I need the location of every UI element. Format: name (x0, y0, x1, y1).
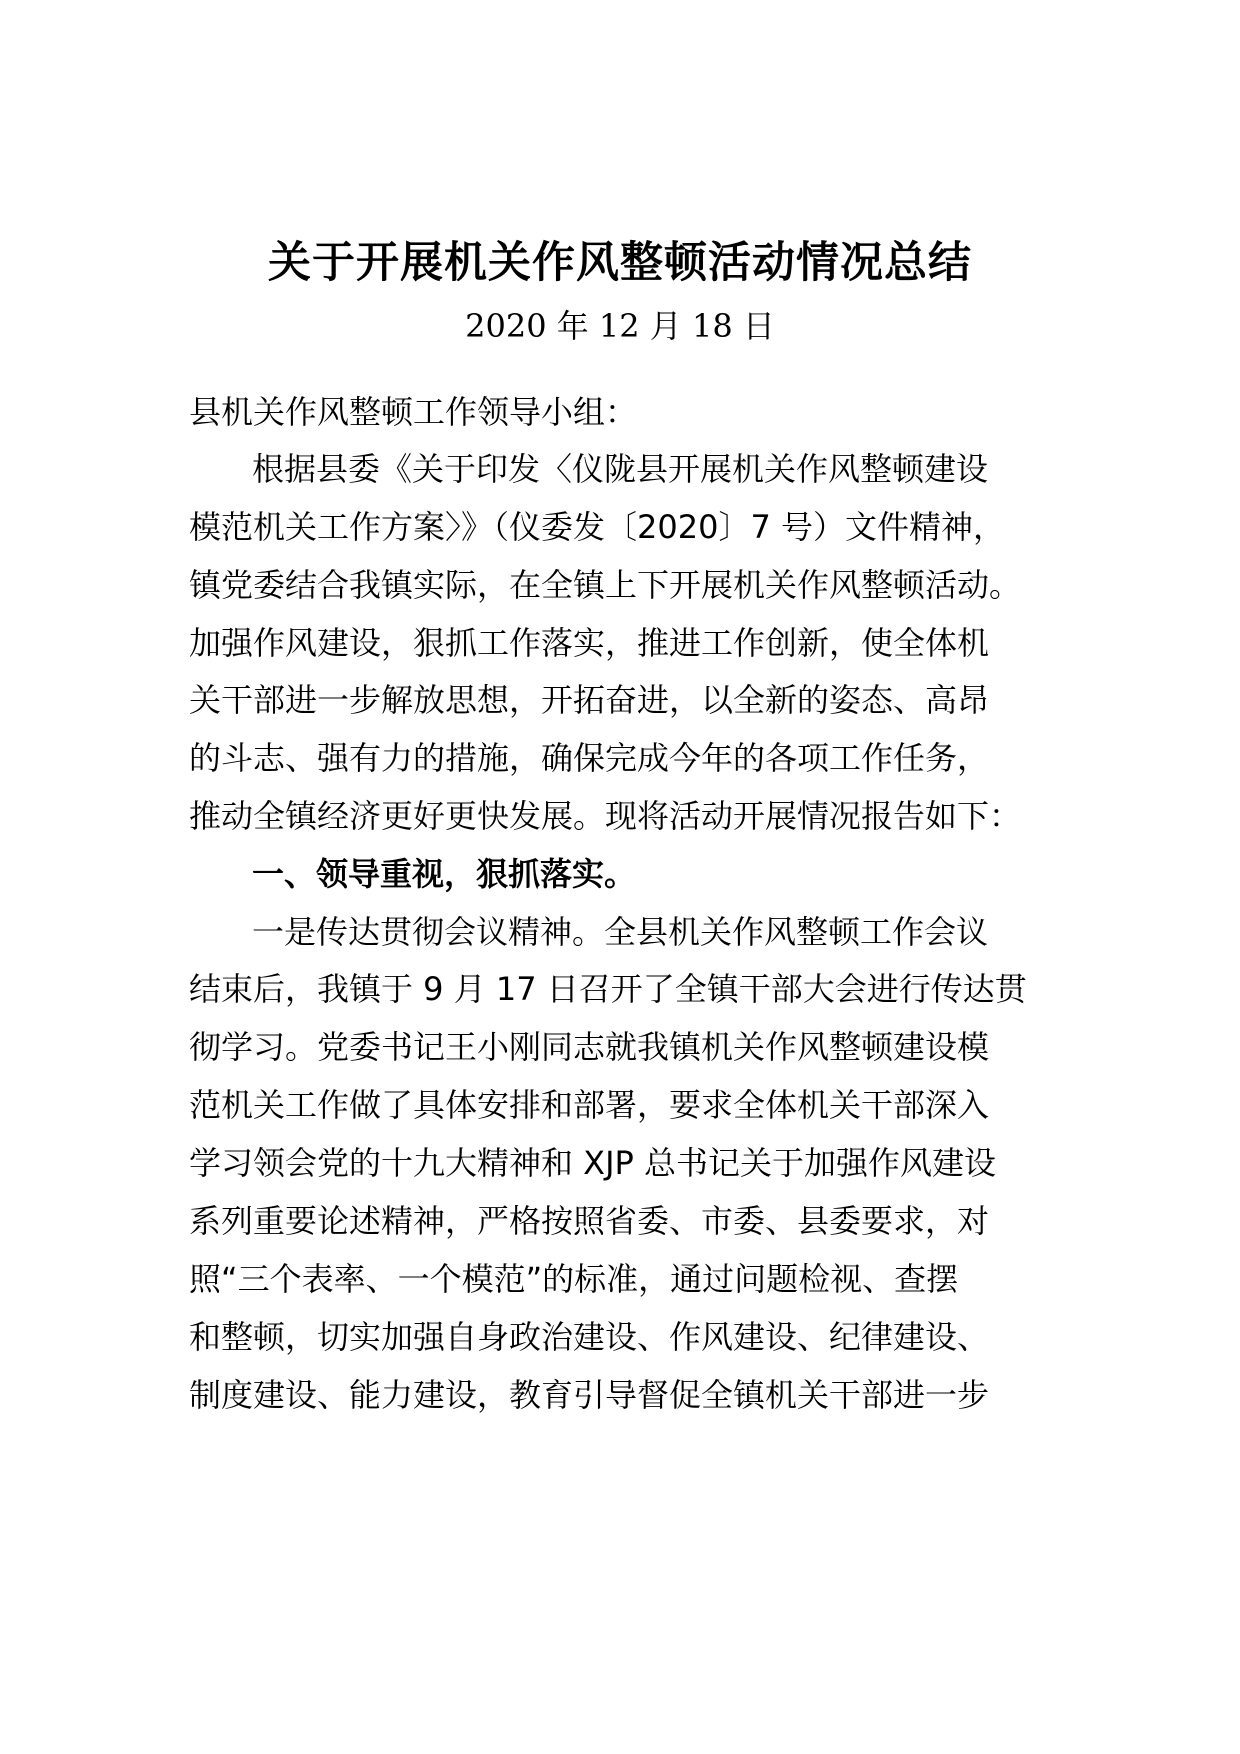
paragraph-line: 范机关工作做了具体安排和部署，要求全体机关干部深入 (189, 1086, 990, 1124)
paragraph-line: 学习领会党的十九大精神和 XJP 总书记关于加强作风建设 (189, 1144, 997, 1182)
paragraph-line: 加强作风建设，狠抓工作落实，推进工作创新，使全体机 (189, 624, 990, 662)
paragraph-line: 关干部进一步解放思想，开拓奋进，以全新的姿态、高昂 (189, 681, 990, 719)
salutation: 县机关作风整顿工作领导小组： (189, 393, 638, 431)
paragraph-line: 照“三个表率、一个模范”的标准，通过问题检视、查摆 (189, 1260, 959, 1298)
paragraph-line: 根据县委《关于印发〈仪陇县开展机关作风整顿建设 (252, 450, 989, 488)
paragraph-line: 彻学习。党委书记王小刚同志就我镇机关作风整顿建设模 (189, 1028, 990, 1066)
paragraph-line: 一是传达贯彻会议精神。全县机关作风整顿工作会议 (252, 913, 989, 951)
paragraph-line: 和整顿，切实加强自身政治建设、作风建设、纪律建设、 (189, 1318, 990, 1356)
paragraph-line: 的斗志、强有力的措施，确保完成今年的各项工作任务， (189, 739, 990, 777)
paragraph-line: 镇党委结合我镇实际，在全镇上下开展机关作风整顿活动。 (189, 566, 1022, 604)
paragraph-line: 结束后，我镇于 9 月 17 日召开了全镇干部大会进行传达贯 (189, 970, 1027, 1008)
document-title: 关于开展机关作风整顿活动情况总结 (268, 238, 972, 288)
document-date: 2020 年 12 月 18 日 (465, 307, 775, 345)
paragraph-line: 推动全镇经济更好更快发展。现将活动开展情况报告如下： (189, 797, 1022, 835)
paragraph-line: 系列重要论述精神，严格按照省委、市委、县委要求，对 (189, 1202, 990, 1240)
paragraph-line: 制度建设、能力建设，教育引导督促全镇机关干部进一步 (189, 1376, 990, 1414)
paragraph-line: 模范机关工作方案〉》（仪委发〔2020〕7 号）文件精神， (189, 508, 1005, 546)
section-heading: 一、领导重视，狠抓落实。 (252, 855, 637, 893)
